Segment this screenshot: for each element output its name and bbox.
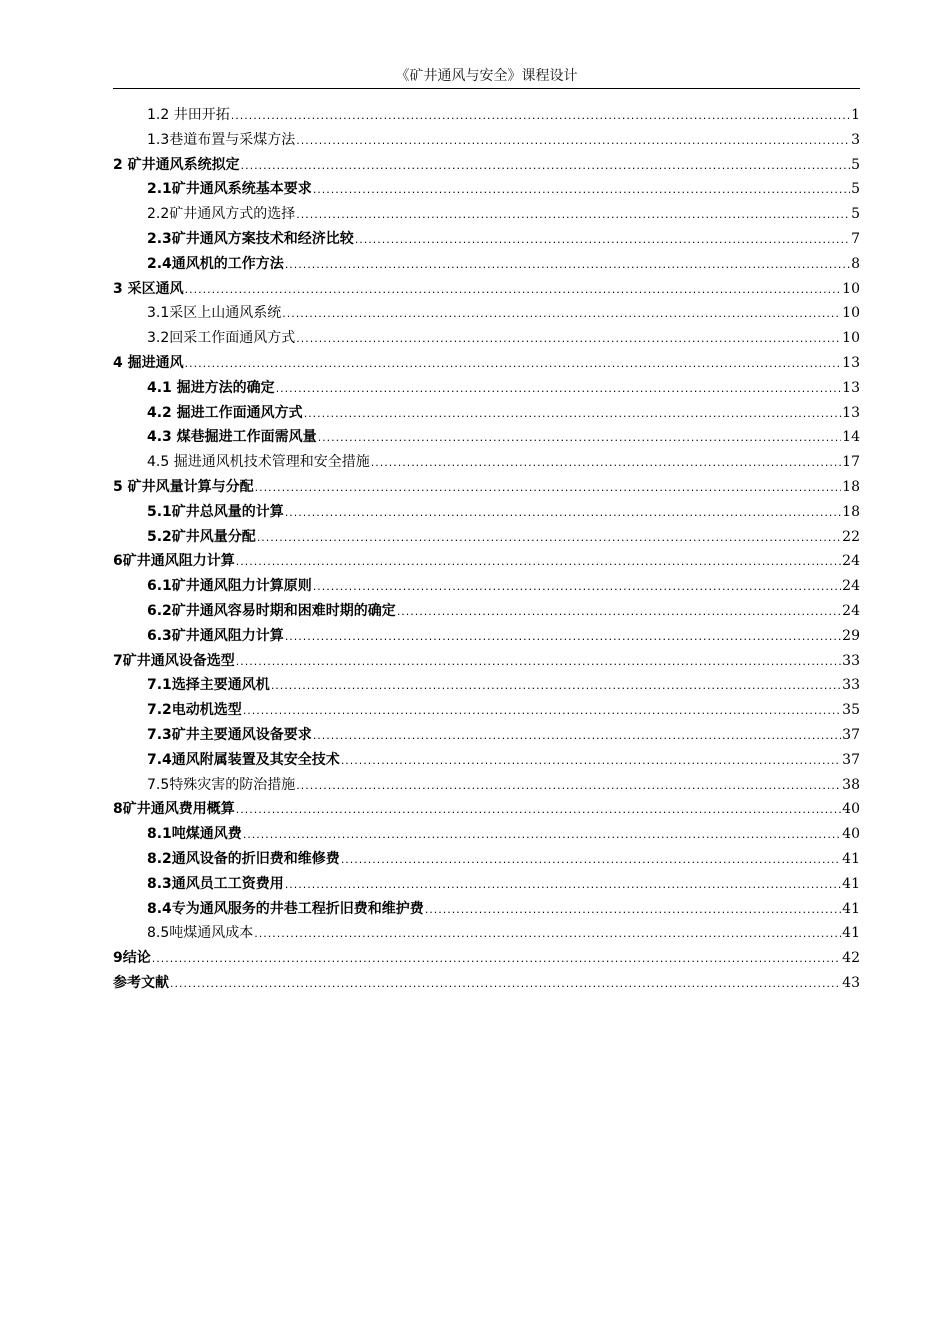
toc-entry-page-number: 3 <box>851 131 860 148</box>
toc-entry-page-number: 18 <box>842 478 860 495</box>
toc-entry[interactable] <box>113 797 860 822</box>
toc-dot-leader <box>257 526 841 551</box>
toc-entry-title: 7.1选择主要通风机 <box>147 677 270 694</box>
toc-entry-title: 5.1矿井总风量的计算 <box>147 503 284 520</box>
toc-entry[interactable] <box>113 277 860 302</box>
toc-entry-title: 7.5特殊灾害的防治措施 <box>147 776 296 793</box>
toc-entry-page-number: 42 <box>842 950 860 967</box>
toc-dot-leader <box>170 972 841 997</box>
toc-dot-leader <box>313 575 841 600</box>
toc-entry[interactable] <box>113 128 860 153</box>
page-header <box>113 66 860 89</box>
toc-entry[interactable] <box>113 177 860 202</box>
toc-entry-page-number: 33 <box>842 652 860 669</box>
toc-entry-page-number: 17 <box>842 454 860 471</box>
toc-entry-title: 5.2矿井风量分配 <box>147 528 256 545</box>
toc-entry-page-number: 13 <box>842 354 860 371</box>
toc-dot-leader <box>285 625 841 650</box>
toc-entry-page-number: 13 <box>842 379 860 396</box>
toc-entry-title: 5 矿井风量计算与分配 <box>113 478 254 495</box>
toc-dot-leader <box>296 129 850 154</box>
toc-dot-leader <box>304 402 841 427</box>
toc-entry-page-number: 18 <box>842 503 860 520</box>
toc-entry-page-number: 38 <box>842 776 860 793</box>
toc-dot-leader <box>371 451 841 476</box>
toc-entry-page-number: 1 <box>851 107 860 123</box>
toc-entry[interactable] <box>113 748 860 773</box>
toc-entry[interactable] <box>113 549 860 574</box>
toc-entry[interactable] <box>113 698 860 723</box>
toc-entry-page-number: 43 <box>842 974 860 991</box>
toc-entry[interactable] <box>113 525 860 550</box>
toc-entry-page-number: 8 <box>851 255 860 272</box>
toc-entry-title: 4.3 煤巷掘进工作面需风量 <box>147 429 317 446</box>
toc-entry-title: 2.1矿井通风系统基本要求 <box>147 181 312 198</box>
toc-entry[interactable] <box>113 971 860 996</box>
toc-entry[interactable] <box>113 475 860 500</box>
toc-dot-leader <box>425 898 841 923</box>
toc-entry-page-number: 41 <box>842 850 860 867</box>
toc-dot-leader <box>236 798 841 823</box>
toc-dot-leader <box>185 352 842 377</box>
toc-dot-leader <box>355 228 850 253</box>
toc-entry[interactable] <box>113 425 860 450</box>
toc-entry-page-number: 40 <box>842 826 860 843</box>
toc-dot-leader <box>296 774 841 799</box>
toc-entry[interactable] <box>113 624 860 649</box>
toc-dot-leader <box>243 823 841 848</box>
toc-entry[interactable] <box>113 723 860 748</box>
toc-entry[interactable] <box>113 252 860 277</box>
toc-dot-leader <box>254 922 841 947</box>
toc-entry-title: 6矿井通风阻力计算 <box>113 553 235 570</box>
toc-entry-title: 7.2电动机选型 <box>147 702 242 719</box>
toc-entry-title: 参考文献 <box>113 974 169 991</box>
toc-entry[interactable] <box>113 450 860 475</box>
toc-entry-page-number: 5 <box>851 206 860 223</box>
toc-entry-title: 6.2矿井通风容易时期和困难时期的确定 <box>147 602 396 619</box>
table-of-contents <box>113 103 860 996</box>
toc-dot-leader <box>236 550 841 575</box>
toc-entry-title: 2.3矿井通风方案技术和经济比较 <box>147 230 354 247</box>
toc-entry-title: 4.2 掘进工作面通风方式 <box>147 404 303 421</box>
toc-entry-page-number: 14 <box>842 429 860 446</box>
toc-entry[interactable] <box>113 301 860 326</box>
toc-entry-title: 3.1采区上山通风系统 <box>147 305 282 322</box>
toc-dot-leader <box>243 699 841 724</box>
toc-entry[interactable] <box>113 946 860 971</box>
toc-dot-leader <box>397 600 841 625</box>
toc-dot-leader <box>282 302 841 327</box>
toc-entry-title: 7.3矿井主要通风设备要求 <box>147 726 312 743</box>
toc-entry[interactable] <box>113 897 860 922</box>
toc-entry-title: 8.3通风员工工资费用 <box>147 875 284 892</box>
toc-entry[interactable] <box>113 376 860 401</box>
toc-entry-title: 3 采区通风 <box>113 280 184 297</box>
toc-entry[interactable] <box>113 227 860 252</box>
toc-entry-title: 8.5吨煤通风成本 <box>147 925 254 942</box>
toc-dot-leader <box>313 724 841 749</box>
toc-entry-title: 4 掘进通风 <box>113 354 184 371</box>
toc-dot-leader <box>276 377 841 402</box>
toc-entry-page-number: 24 <box>842 578 860 595</box>
toc-dot-leader <box>285 873 841 898</box>
toc-entry-title: 8.2通风设备的折旧费和维修费 <box>147 850 340 867</box>
toc-entry[interactable] <box>113 847 860 872</box>
document-title: 《矿井通风与安全》课程设计 <box>395 68 578 84</box>
toc-dot-leader <box>236 650 841 675</box>
toc-entry[interactable] <box>113 153 860 178</box>
toc-entry-page-number: 10 <box>842 330 860 347</box>
toc-entry[interactable] <box>113 202 860 227</box>
toc-dot-leader <box>318 426 841 451</box>
toc-entry-title: 6.1矿井通风阻力计算原则 <box>147 578 312 595</box>
toc-entry[interactable] <box>113 822 860 847</box>
toc-entry-page-number: 10 <box>842 305 860 322</box>
toc-entry-title: 4.5 掘进通风机技术管理和安全措施 <box>147 454 370 471</box>
toc-entry-title: 7矿井通风设备选型 <box>113 652 235 669</box>
toc-dot-leader <box>313 178 850 203</box>
toc-entry-page-number: 40 <box>842 801 860 818</box>
toc-entry-page-number: 41 <box>842 900 860 917</box>
toc-dot-leader <box>341 749 841 774</box>
toc-entry[interactable] <box>113 872 860 897</box>
toc-entry-page-number: 13 <box>842 404 860 421</box>
toc-entry[interactable] <box>113 673 860 698</box>
toc-entry-page-number: 7 <box>851 230 860 247</box>
toc-entry-page-number: 5 <box>851 181 860 198</box>
toc-entry-title: 6.3矿井通风阻力计算 <box>147 627 284 644</box>
toc-entry-title: 9结论 <box>113 950 151 967</box>
toc-entry-title: 2.4通风机的工作方法 <box>147 255 284 272</box>
toc-entry-page-number: 22 <box>842 528 860 545</box>
toc-entry-title: 8.4专为通风服务的井巷工程折旧费和维护费 <box>147 900 424 917</box>
toc-entry-title: 2.2矿井通风方式的选择 <box>147 206 296 223</box>
toc-dot-leader <box>152 947 841 972</box>
toc-entry[interactable] <box>113 574 860 599</box>
toc-entry-title: 8.1吨煤通风费 <box>147 826 242 843</box>
toc-dot-leader <box>285 501 841 526</box>
toc-entry-page-number: 29 <box>842 627 860 644</box>
toc-entry[interactable] <box>113 649 860 674</box>
toc-entry-title: 8矿井通风费用概算 <box>113 801 235 818</box>
toc-entry[interactable] <box>113 103 860 128</box>
toc-dot-leader <box>296 327 841 352</box>
toc-dot-leader <box>231 104 850 129</box>
toc-entry-title: 4.1 掘进方法的确定 <box>147 379 275 396</box>
toc-entry-title: 7.4通风附属装置及其安全技术 <box>147 751 340 768</box>
toc-entry-page-number: 10 <box>842 280 860 297</box>
toc-entry-page-number: 37 <box>842 751 860 768</box>
toc-entry-page-number: 41 <box>842 875 860 892</box>
toc-entry[interactable] <box>113 773 860 798</box>
toc-entry[interactable] <box>113 921 860 946</box>
toc-entry-title: 1.2 井田开拓 <box>147 107 230 123</box>
toc-entry-page-number: 5 <box>851 156 860 173</box>
toc-entry-page-number: 35 <box>842 702 860 719</box>
toc-dot-leader <box>296 203 850 228</box>
toc-entry-page-number: 24 <box>842 602 860 619</box>
toc-entry-page-number: 33 <box>842 677 860 694</box>
toc-entry[interactable] <box>113 351 860 376</box>
toc-dot-leader <box>185 278 842 303</box>
toc-entry-title: 2 矿井通风系统拟定 <box>113 156 240 173</box>
toc-entry[interactable] <box>113 599 860 624</box>
toc-entry-page-number: 41 <box>842 925 860 942</box>
toc-entry[interactable] <box>113 326 860 351</box>
toc-dot-leader <box>271 674 841 699</box>
toc-entry-title: 3.2回采工作面通风方式 <box>147 330 296 347</box>
toc-entry-page-number: 24 <box>842 553 860 570</box>
toc-dot-leader <box>241 154 850 179</box>
toc-dot-leader <box>285 253 850 278</box>
toc-entry-page-number: 37 <box>842 726 860 743</box>
toc-entry-title: 1.3巷道布置与采煤方法 <box>147 131 296 148</box>
toc-dot-leader <box>341 848 841 873</box>
toc-dot-leader <box>255 476 842 501</box>
toc-entry[interactable] <box>113 500 860 525</box>
toc-entry[interactable] <box>113 401 860 426</box>
